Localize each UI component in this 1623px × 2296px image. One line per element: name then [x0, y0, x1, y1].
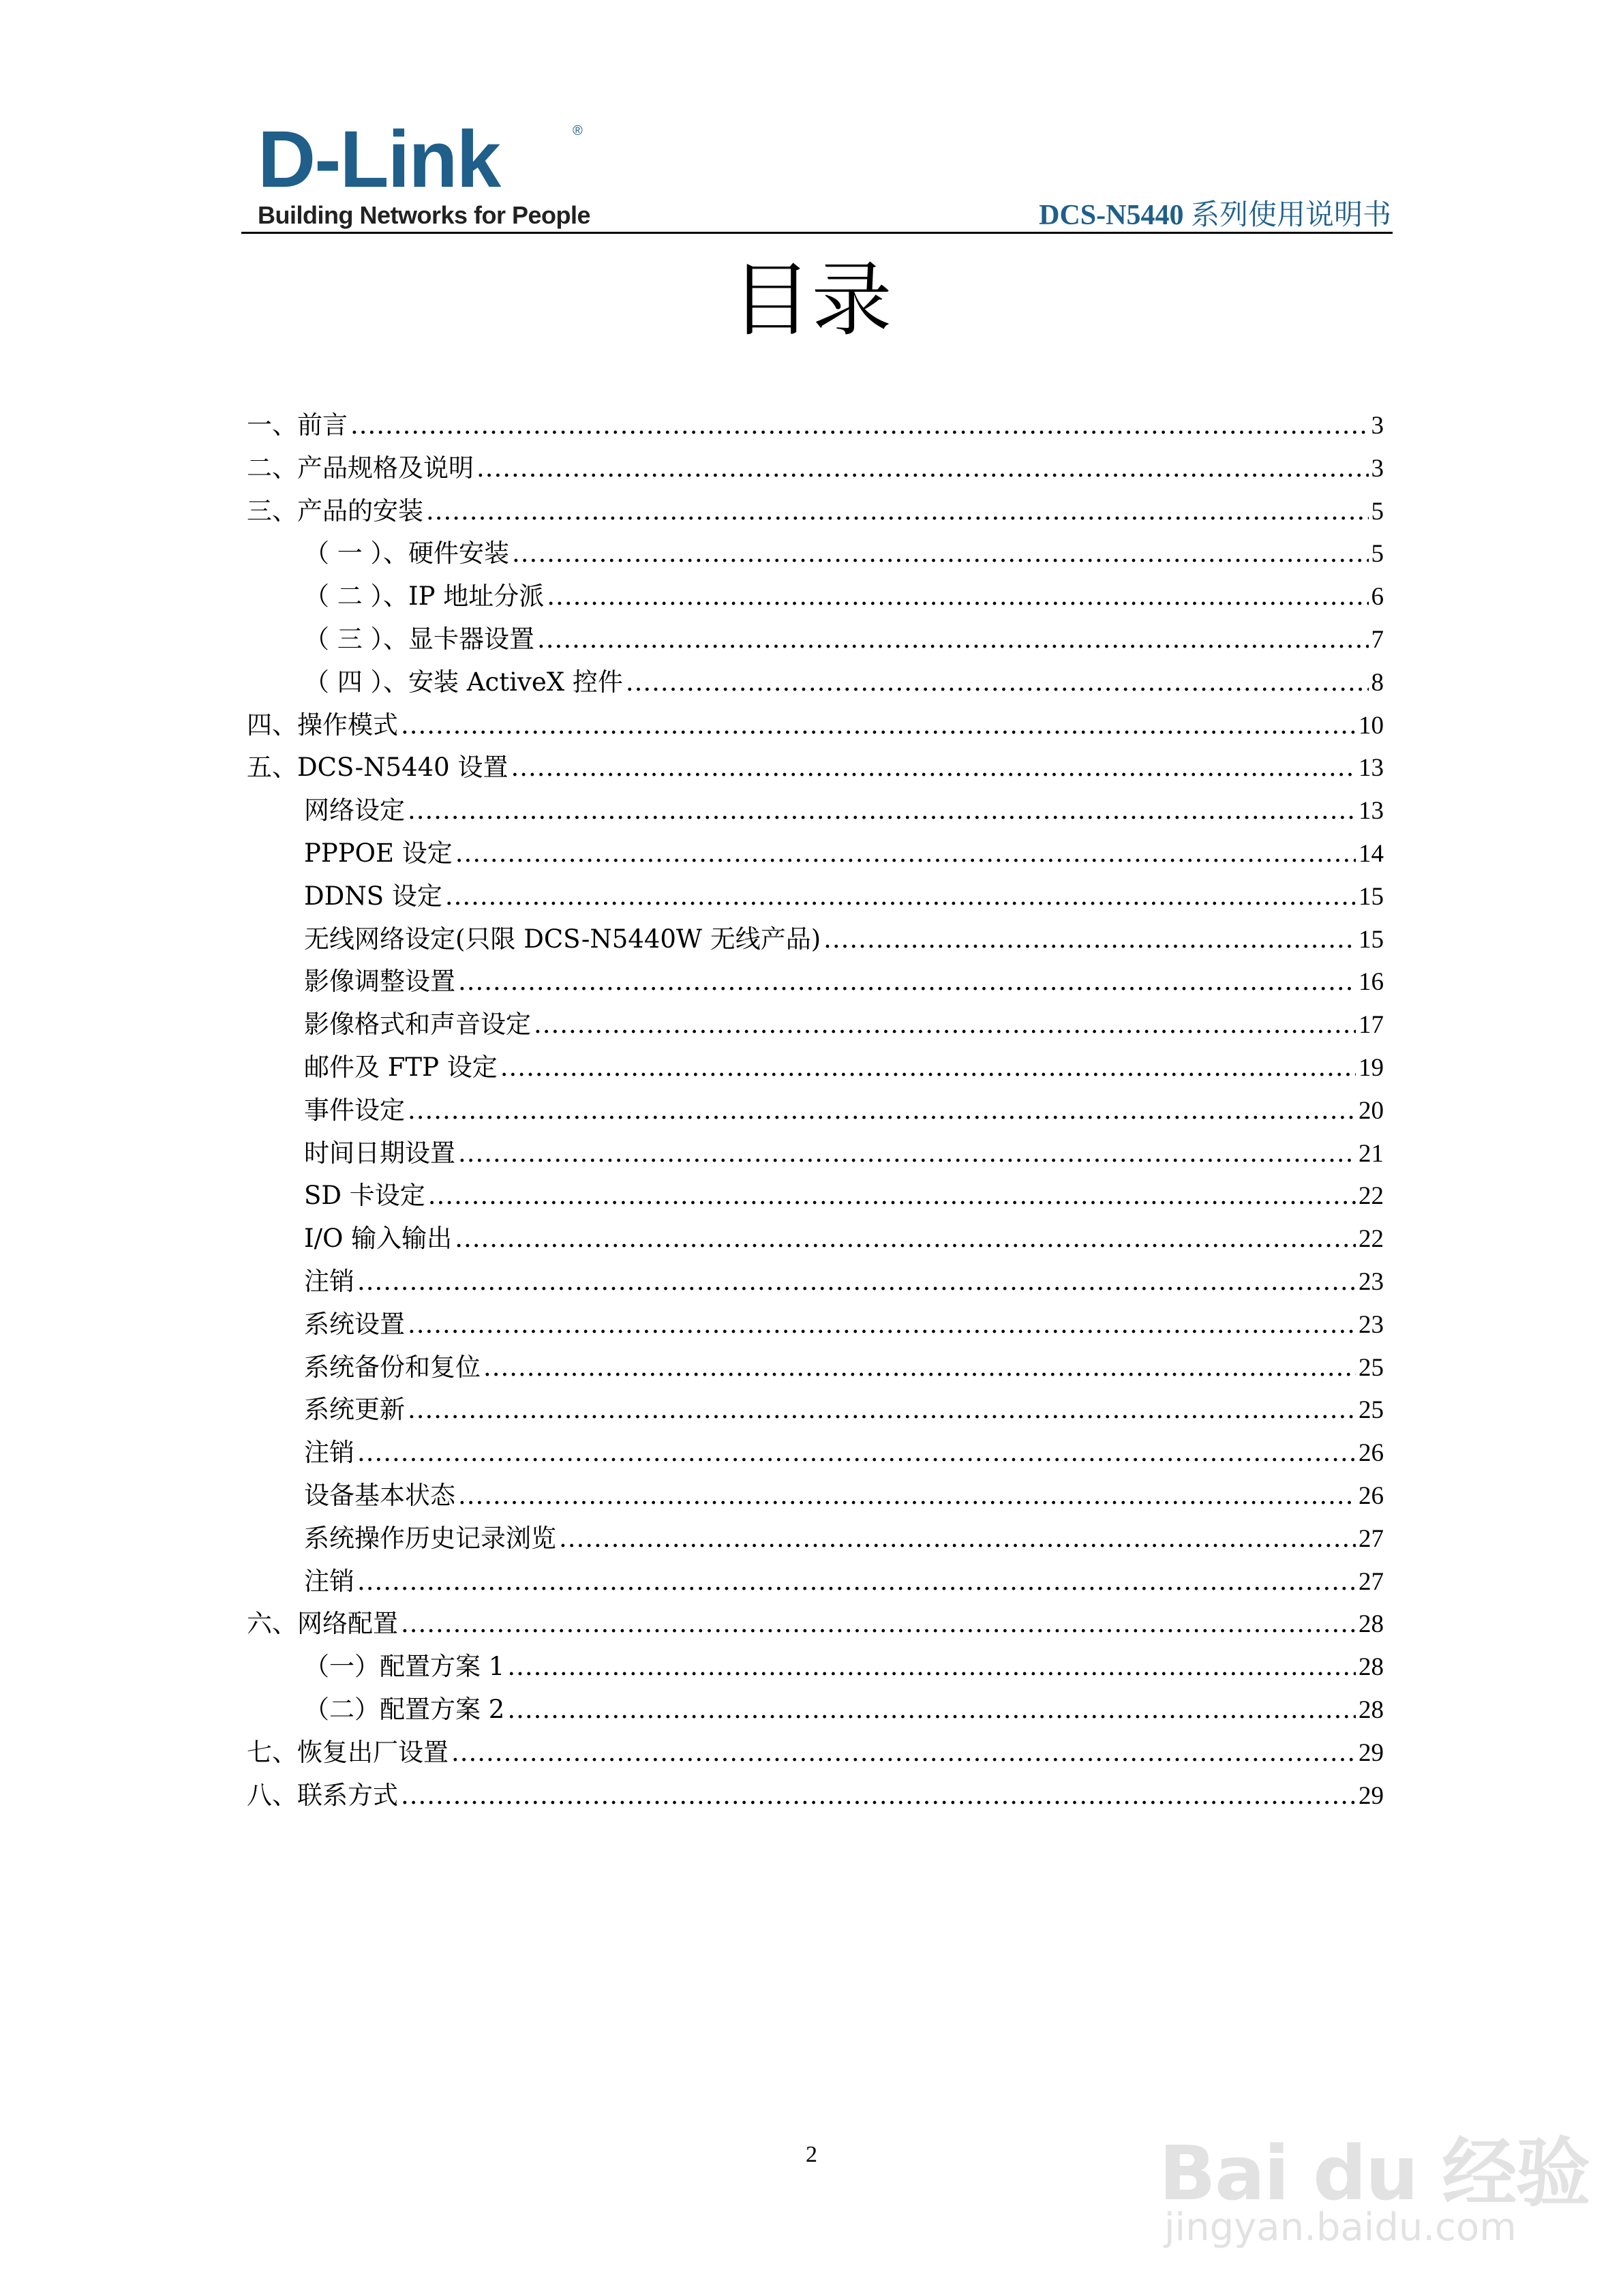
toc-entry-page: 10: [1359, 711, 1384, 740]
toc-entry-label: 四、操作模式: [247, 710, 398, 740]
toc-leader-dots: [401, 1779, 1356, 1812]
toc-leader-dots: [408, 1094, 1356, 1127]
toc-entry-label: 设备基本状态: [304, 1481, 455, 1510]
toc-entry-page: 15: [1359, 882, 1384, 911]
toc-entry-page: 17: [1359, 1011, 1384, 1040]
toc-entry[interactable]: [304, 623, 1384, 656]
toc-entry-page: 29: [1359, 1738, 1384, 1767]
toc-entry[interactable]: [304, 965, 1384, 999]
toc-entry-label: （ 一 ）、硬件安装: [304, 539, 510, 569]
toc-entry[interactable]: [304, 1351, 1384, 1385]
header-divider: [241, 232, 1393, 234]
toc-leader-dots: [455, 1222, 1356, 1255]
toc-leader-dots: [401, 1607, 1356, 1640]
toc-entry[interactable]: [304, 1650, 1384, 1684]
toc-entry[interactable]: [304, 1308, 1384, 1342]
toc-entry-page: 7: [1371, 626, 1384, 654]
dlink-logo: [258, 115, 591, 230]
baidu-watermark: [1159, 2059, 1590, 2263]
toc-leader-dots: [357, 1265, 1356, 1298]
toc-entry-page: 15: [1359, 925, 1384, 954]
toc-entry-page: 8: [1371, 668, 1384, 697]
toc-entry-label: （ 三 ）、显卡器设置: [304, 624, 535, 654]
toc-entry[interactable]: [304, 1522, 1384, 1556]
toc-entry-page: 14: [1359, 840, 1384, 868]
toc-entry[interactable]: [304, 837, 1384, 871]
toc-entry[interactable]: [304, 1008, 1384, 1042]
toc-heading: 目录: [731, 253, 892, 347]
toc-entry-page: 19: [1359, 1054, 1384, 1082]
toc-entry[interactable]: [304, 880, 1384, 913]
toc-entry-page: 3: [1371, 454, 1384, 483]
toc-entry[interactable]: [247, 495, 1384, 528]
toc-entry-page: 25: [1359, 1353, 1384, 1382]
toc-entry-page: 27: [1359, 1567, 1384, 1596]
toc-entry[interactable]: [247, 1607, 1384, 1641]
toc-leader-dots: [458, 1479, 1356, 1512]
toc-entry[interactable]: [304, 1179, 1384, 1213]
toc-leader-dots: [458, 965, 1356, 998]
toc-leader-dots: [426, 495, 1369, 528]
toc-entry-page: 6: [1371, 583, 1384, 611]
toc-entry-label: （ 四 ）、安装 ActiveX 控件: [304, 667, 623, 697]
toc-leader-dots: [428, 1179, 1356, 1212]
toc-entry[interactable]: [304, 1094, 1384, 1128]
toc-entry[interactable]: [304, 1565, 1384, 1599]
toc-entry-page: 13: [1359, 754, 1384, 783]
toc-leader-dots: [357, 1565, 1356, 1598]
logo-tagline: Building Networks for People: [258, 201, 591, 229]
toc-entry-label: （一）配置方案 1: [304, 1652, 505, 1682]
toc-leader-dots: [483, 1351, 1356, 1384]
toc-entry-page: 27: [1359, 1524, 1384, 1553]
toc-entry[interactable]: [304, 1479, 1384, 1513]
toc-entry[interactable]: [304, 794, 1384, 828]
toc-entry[interactable]: [304, 537, 1384, 571]
toc-entry[interactable]: [304, 1137, 1384, 1170]
toc-entry-label: 系统操作历史记录浏览: [304, 1523, 556, 1553]
toc-leader-dots: [408, 1308, 1356, 1341]
toc-entry-page: 26: [1359, 1439, 1384, 1468]
toc-entry[interactable]: [304, 1222, 1384, 1256]
toc-entry-label: 影像调整设置: [304, 967, 455, 997]
toc-entry-label: 六、网络配置: [247, 1609, 398, 1639]
toc-entry-page: 13: [1359, 797, 1384, 826]
toc-leader-dots: [408, 1393, 1356, 1426]
toc-entry-label: 七、恢复出厂设置: [247, 1737, 449, 1767]
toc-entry-label: 一、前言: [247, 410, 348, 440]
toc-entry-page: 21: [1359, 1139, 1384, 1168]
toc-entry-page: 3: [1371, 412, 1384, 440]
toc-leader-dots: [357, 1436, 1356, 1469]
toc-entry-label: 二、产品规格及说明: [247, 453, 474, 483]
toc-entry-label: 注销: [304, 1267, 354, 1296]
toc-leader-dots: [350, 409, 1369, 442]
toc-leader-dots: [401, 709, 1356, 742]
toc-entry-page: 29: [1359, 1781, 1384, 1810]
toc-entry-label: 事件设定: [304, 1095, 405, 1125]
toc-entry-label: SD 卡设定: [304, 1181, 425, 1211]
toc-entry-page: 23: [1359, 1310, 1384, 1339]
toc-leader-dots: [458, 1137, 1356, 1170]
toc-entry-page: 5: [1371, 497, 1384, 526]
toc-leader-dots: [445, 880, 1356, 913]
toc-leader-dots: [537, 623, 1368, 656]
toc-leader-dots: [626, 666, 1369, 699]
toc-entry[interactable]: [304, 580, 1384, 614]
toc-entry-label: 注销: [304, 1438, 354, 1468]
toc-entry-page: 22: [1359, 1225, 1384, 1254]
toc-entry[interactable]: [304, 666, 1384, 699]
toc-entry-label: 注销: [304, 1566, 354, 1596]
toc-entry[interactable]: [304, 1265, 1384, 1299]
toc-entry-page: 22: [1359, 1182, 1384, 1211]
document-header-title: [1039, 192, 1391, 233]
toc-leader-dots: [823, 923, 1356, 956]
toc-leader-dots: [507, 1650, 1356, 1683]
toc-entry[interactable]: [304, 1693, 1384, 1727]
toc-entry[interactable]: [247, 1779, 1384, 1813]
toc-entry-label: I/O 输入输出: [304, 1224, 453, 1254]
watermark-url: jingyan.baidu.com: [1164, 2205, 1517, 2250]
toc-entry-page: 5: [1371, 540, 1384, 569]
toc-entry[interactable]: [247, 751, 1384, 785]
toc-entry[interactable]: [247, 409, 1384, 442]
toc-leader-dots: [511, 751, 1356, 784]
page-number: 2: [806, 2142, 817, 2167]
toc-entry-label: （二）配置方案 2: [304, 1695, 505, 1724]
toc-entry-label: 系统设置: [304, 1309, 405, 1339]
toc-entry[interactable]: [247, 452, 1384, 485]
toc-entry-label: PPPOE 设定: [304, 839, 453, 868]
toc-entry-label: 系统备份和复位: [304, 1352, 481, 1382]
toc-entry-label: 邮件及 FTP 设定: [304, 1053, 498, 1082]
toc-entry-label: 八、联系方式: [247, 1780, 398, 1810]
toc-leader-dots: [476, 452, 1369, 485]
toc-entry[interactable]: [247, 1736, 1384, 1770]
toc-entry-page: 16: [1359, 968, 1384, 997]
toc-leader-dots: [512, 537, 1368, 570]
toc-entry-label: 三、产品的安装: [247, 496, 423, 526]
toc-entry[interactable]: [304, 1436, 1384, 1470]
toc-entry-label: 时间日期设置: [304, 1138, 455, 1168]
toc-entry[interactable]: [304, 1393, 1384, 1427]
toc-entry-label: 系统更新: [304, 1395, 405, 1425]
watermark-text: Bai du 经验: [1159, 2130, 1590, 2217]
toc-entry-page: 23: [1359, 1268, 1384, 1296]
doc-title-suffix: 系列使用说明书: [1183, 200, 1391, 231]
toc-entry-page: 28: [1359, 1610, 1384, 1639]
registered-mark: ®: [573, 123, 583, 138]
toc-entry-page: 28: [1359, 1653, 1384, 1682]
toc-entry-label: （ 二 ）、IP 地址分派: [304, 581, 545, 611]
toc-leader-dots: [559, 1522, 1356, 1555]
toc-leader-dots: [408, 794, 1356, 827]
toc-entry-label: 影像格式和声音设定: [304, 1010, 531, 1040]
toc-entry[interactable]: [247, 709, 1384, 742]
toc-entry[interactable]: [304, 923, 1384, 956]
toc-entry-page: 28: [1359, 1696, 1384, 1724]
toc-entry-label: 网络设定: [304, 796, 405, 826]
logo-wordmark: D-Link: [258, 115, 500, 205]
toc-entry-page: 25: [1359, 1396, 1384, 1425]
doc-model: DCS-N5440: [1039, 200, 1184, 231]
toc-leader-dots: [534, 1008, 1356, 1041]
toc-entry-label: 五、DCS-N5440 设置: [247, 753, 509, 783]
toc-leader-dots: [547, 580, 1368, 613]
toc-entry-page: 26: [1359, 1482, 1384, 1510]
toc-leader-dots: [455, 837, 1356, 870]
toc-leader-dots: [500, 1051, 1356, 1084]
toc-entry-label: 无线网络设定(只限 DCS-N5440W 无线产品): [304, 924, 821, 954]
toc-leader-dots: [507, 1693, 1356, 1726]
toc-entry-page: 20: [1359, 1096, 1384, 1125]
toc-entry-label: DDNS 设定: [304, 881, 442, 911]
toc-entry[interactable]: [304, 1051, 1384, 1085]
toc-leader-dots: [451, 1736, 1356, 1769]
